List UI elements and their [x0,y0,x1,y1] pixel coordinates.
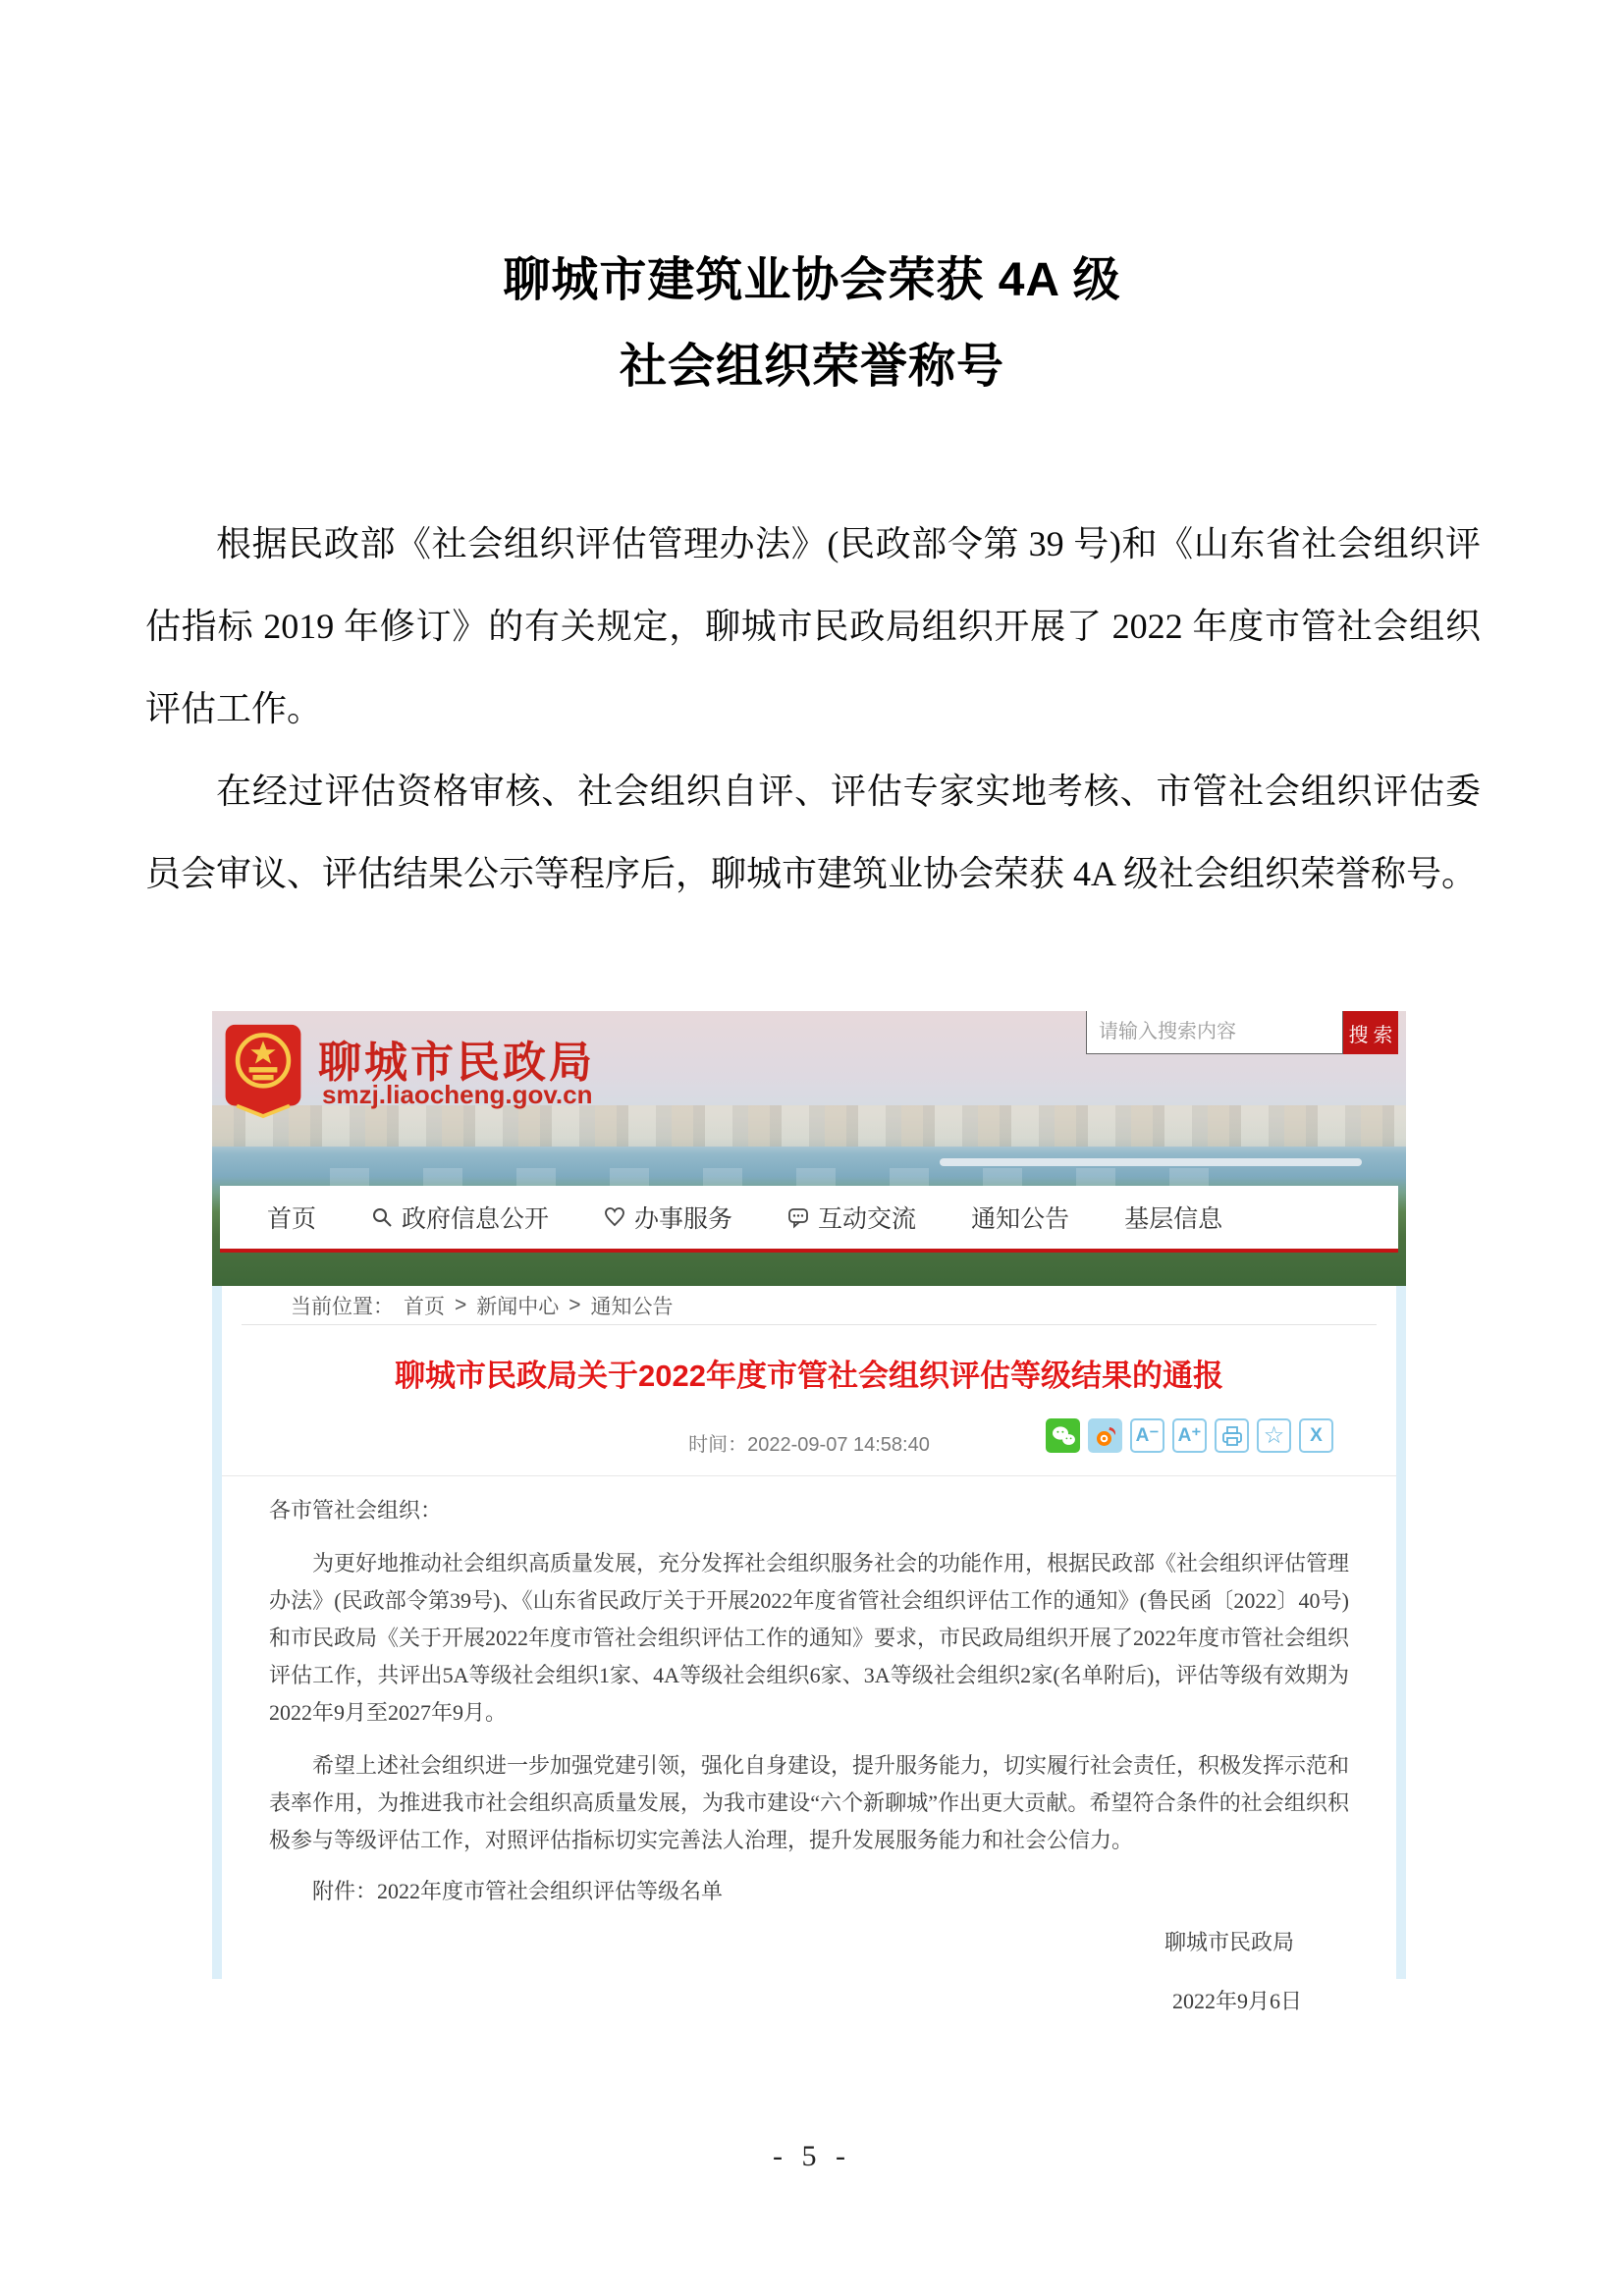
nav-label: 政府信息公开 [402,1205,550,1233]
font-larger-icon[interactable]: A⁺ [1172,1418,1207,1453]
wechat-icon[interactable] [1046,1418,1080,1453]
font-smaller-icon[interactable]: A⁻ [1130,1418,1164,1453]
doc-title-line1: 聊城市建筑业协会荣获 4A 级 [503,254,1121,306]
breadcrumb-notices[interactable]: 通知公告 [590,1295,674,1318]
breadcrumb-home[interactable]: 首页 [404,1295,445,1318]
search-input[interactable] [1087,1011,1342,1053]
nav-label: 通知公告 [971,1205,1070,1233]
publish-time: 时间：2022-09-07 14:58:40 [688,1434,930,1456]
article-title: 聊城市民政局关于2022年度市管社会组织评估等级结果的通报 [395,1359,1223,1393]
main-nav [220,1186,1398,1253]
website-screenshot [212,1011,1406,2013]
breadcrumb-label: 当前位置： [291,1295,394,1318]
nav-label: 基层信息 [1124,1205,1223,1233]
content-box [222,1286,1396,2013]
nav-item-notices[interactable] [971,1200,1069,1235]
doc-paragraph: 根据民政部《社会组织评估管理办法》(民政部令第 39 号)和《山东省社会组织评估指标 2019 年修订》的有关规定，聊城市民政局组织开展了 2022 年度市管社会组织评估工作。 [145,524,1481,728]
breadcrumb-separator: > [455,1293,467,1316]
page-number: - 5 - [773,2140,851,2172]
print-icon[interactable] [1215,1418,1249,1453]
breadcrumb-separator: > [568,1293,581,1316]
favorite-icon[interactable]: ☆ [1257,1418,1291,1453]
article-date: 2022年9月6日 [1171,1989,1302,2013]
banner-photo [212,1011,1406,1286]
weibo-icon[interactable] [1088,1418,1122,1453]
nav-item-gov-info[interactable] [371,1200,549,1235]
doc-paragraph: 在经过评估资格审核、社会组织自评、评估专家实地考核、市管社会组织评估委员会审议、评估结果公示等程序后，聊城市建筑业协会荣获 4A 级社会组织荣誉称号。 [145,772,1481,893]
page-body [212,1286,1406,2013]
bridge [940,1158,1362,1166]
nav-label: 互动交流 [818,1205,917,1233]
national-emblem-logo [222,1023,304,1122]
nav-item-grassroots[interactable] [1124,1200,1222,1235]
search-box[interactable] [1086,1011,1343,1054]
doc-body [145,503,1481,915]
search-button[interactable]: 搜索 [1343,1011,1398,1054]
nav-item-services[interactable] [604,1200,732,1235]
nav-label: 首页 [267,1205,317,1233]
site-name: 聊城市民政局 [318,1039,595,1087]
close-icon[interactable]: X [1299,1418,1333,1453]
article-signature: 聊城市民政局 [1164,1930,1294,1954]
article-paragraph: 为更好地推动社会组织高质量发展，充分发挥社会组织服务社会的功能作用，根据民政部《社会组织评估管理办法》(民政部令第39号)、《山东省民政厅关于开展2022年度省管社会组织评估工作的通知》(鲁民函〔2022〕40号)和市民政局《关于开展2022年度市管社会组织评估工作的通知》要求，市民政局组织开展了2022年度市管社会组织评估工作，共评出5A等级社会组织1家、4A等级社会组织6家、3A等级社会组织2家(名单附后)，评估等级有效期为2022年9月至2027年9月。 [269,1551,1350,1725]
chat-icon [787,1206,809,1228]
heart-icon [604,1206,625,1228]
breadcrumb [242,1286,1377,1325]
breadcrumb-news-center[interactable]: 新闻中心 [476,1295,560,1318]
article-paragraph: 希望上述社会组织进一步加强党建引领，强化自身建设，提升服务能力，切实履行社会责任，积极发挥示范和表率作用，为推进我市社会组织高质量发展，为我市建设“六个新聊城”作出更大贡献。希望符合条件的社会组织积极参与等级评估工作，对照评估指标切实完善法人治理，提升发展服务能力和社会公信力。 [269,1753,1350,1852]
magnifier-icon [371,1206,393,1228]
site-url: smzj.liaocheng.gov.cn [322,1080,593,1109]
nav-label: 办事服务 [634,1205,733,1233]
article-body [222,1476,1396,2020]
nav-item-interaction[interactable] [787,1200,916,1235]
share-toolbar [1046,1418,1333,1453]
article-salutation: 各市管社会组织： [269,1498,443,1522]
article-meta-row [222,1395,1396,1475]
doc-title-line2: 社会组织荣誉称号 [619,341,1004,393]
nav-item-home[interactable] [267,1200,316,1235]
article-attachment: 附件：2022年度市管社会组织评估等级名单 [312,1879,724,1903]
city-skyline [212,1105,1406,1147]
